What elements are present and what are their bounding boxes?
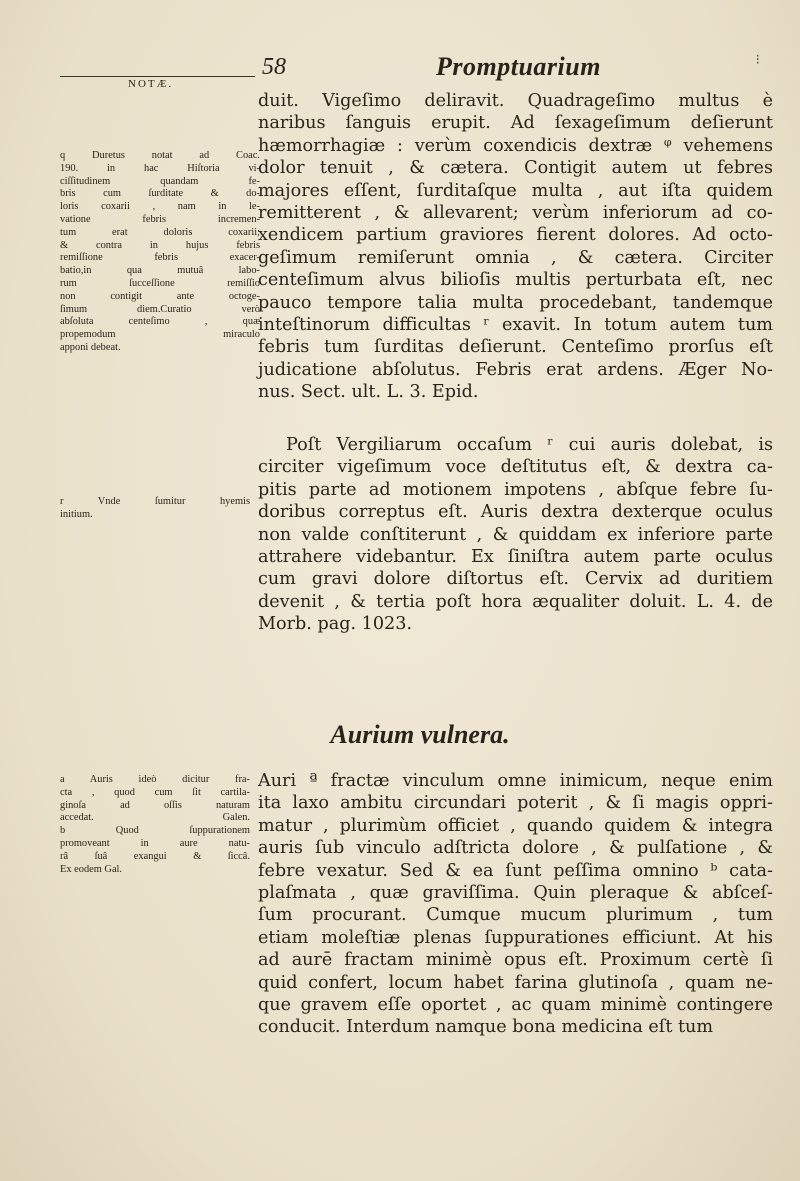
- main-text-section-2: [258, 434, 773, 636]
- note-line: vatione febris incremen-: [60, 213, 260, 225]
- marginal-note-r: [60, 496, 250, 522]
- text-line: febris tum ſurditas deſierunt. Centeſimo prorſus eſt: [258, 337, 773, 358]
- note-line: loris coxarii , nam in le-: [60, 201, 260, 213]
- text-line: doribus correptus eſt. Auris dextra dexterque oculus: [258, 502, 773, 523]
- note-line: b Quod ſuppurationem: [60, 825, 250, 837]
- text-line: devenit , & tertia poſt hora æqualiter doluit. L. 4. de: [258, 591, 773, 612]
- text-line: Poſt Vergiliarum occaſum ʳ cui auris dolebat, is: [286, 435, 773, 455]
- text-line: febre vexatur. Sed & ea ſunt peſſima omnino ᵇ cata-: [258, 860, 773, 881]
- note-line: q Duretus notat ad Coac.: [60, 150, 260, 161]
- note-line: remiſſione febris exacer-: [60, 252, 260, 264]
- text-line: attrahere videbantur. Ex ſiniſtra autem parte oculus: [258, 546, 773, 567]
- note-line: râ ſuâ exangui & ſiccâ.: [60, 850, 250, 862]
- text-line: judicatione abſolutus. Febris erat ardens. Æger No-: [258, 359, 773, 380]
- note-line: apponi debeat.: [60, 341, 121, 353]
- marginal-note-q: [60, 150, 260, 355]
- text-line: duit. Vigeſimo deliravit. Quadrageſimo multus è: [258, 91, 773, 111]
- text-line: ſum procurant. Cumque mucum plurimum , tum: [258, 905, 773, 926]
- text-line: matur , plurimùm officiet , quando quidem & integra: [258, 815, 773, 836]
- note-line: r Vnde ſumitur hyemis: [60, 496, 250, 507]
- text-line: hæmorrhagiæ : verùm coxendicis dextræ ᵠ vehemens: [258, 135, 773, 156]
- text-line: pitis parte ad motionem impotens , abſque febre ſu-: [258, 479, 773, 500]
- main-text-section-3: [258, 770, 773, 1039]
- note-line: abſoluta centeſimo , quæ: [60, 316, 260, 328]
- note-line: ginoſa ad oſſis naturam: [60, 799, 250, 811]
- text-line: ad aurē fractam minimè opus eſt. Proximum certè ſi: [258, 950, 773, 971]
- note-line: initium.: [60, 508, 93, 520]
- text-line: pauco tempore talia multa procedebant, tandemque: [258, 292, 773, 313]
- note-line: rum ſucceſſione remiſſio: [60, 277, 260, 289]
- text-line: quid confert, locum habet farina glutinoſa , quam ne-: [258, 972, 773, 993]
- section-title: Aurium vulnera.: [330, 720, 510, 749]
- corner-mark: ⁝: [755, 52, 760, 68]
- note-line: Ex eodem Gal.: [60, 863, 123, 875]
- text-line: non valde conſtiterunt , & quiddam ex inferiore parte: [258, 524, 773, 545]
- text-line: Morb. pag. 1023.: [258, 614, 413, 635]
- page-header: [0, 52, 800, 92]
- main-text-section-1: [258, 90, 773, 403]
- text-line: naribus ſanguis erupit. Ad ſexageſimum deſierunt: [258, 113, 773, 134]
- note-line: & contra in hujus febris: [60, 239, 260, 251]
- text-line: ita laxo ambitu circundari poterit , & ſi magis oppri-: [258, 793, 773, 814]
- marginal-note-ab: [60, 774, 250, 876]
- note-line: batio,in qua mutuâ labo-: [60, 265, 260, 277]
- note-line: ſimum diem.Curatio verò: [60, 303, 260, 315]
- text-line: nus. Sect. ult. L. 3. Epid.: [258, 382, 479, 403]
- note-line: propemodum miraculo: [60, 329, 260, 341]
- note-line: promoveant in aure natu-: [60, 837, 250, 849]
- text-line: plaſmata , quæ graviſſima. Quin pleraque & abſceſ-: [258, 882, 773, 903]
- text-line: conducit. Interdum namque bona medicina eſt tum: [258, 1017, 714, 1038]
- text-line: cum gravi dolore diſtortus eſt. Cervix ad duritiem: [258, 569, 773, 590]
- note-line: ciſſitudinem quandam fe-: [60, 175, 260, 187]
- text-line: majores eſſent, ſurditaſque multa , aut iſta quidem: [258, 180, 773, 201]
- text-line: auris ſub vinculo adſtricta dolore , & pulſatione , &: [258, 838, 773, 859]
- text-line: Auri ª fractæ vinculum omne inimicum, neque enim: [258, 771, 773, 791]
- text-line: xendicem partium graviores fierent dolores. Ad octo-: [258, 225, 773, 246]
- text-line: inteſtinorum difficultas ʳ exavit. In totum autem tum: [258, 314, 773, 335]
- note-line: bris cum ſurditate & do-: [60, 188, 260, 200]
- text-line: dolor tenuit , & cætera. Contigit autem ut febres: [258, 158, 773, 179]
- notes-heading: NOTÆ.: [128, 78, 174, 90]
- note-line: a Auris ideò dicitur fra-: [60, 774, 250, 785]
- text-line: etiam moleſtiæ plenas ſuppurationes efficiunt. At his: [258, 927, 773, 948]
- note-line: 190. in hac Hiſtoria vi-: [60, 162, 260, 174]
- note-line: tum erat doloris coxarii;: [60, 226, 260, 238]
- notes-rule: [60, 76, 255, 77]
- note-line: cta , quod cum ſit cartila-: [60, 786, 250, 798]
- text-line: remitterent , & allevarent; verùm inferiorum ad co-: [258, 202, 773, 223]
- text-line: geſimum remiſerunt omnia , & cætera. Circiter: [258, 247, 773, 268]
- note-line: accedat. Galen.: [60, 812, 250, 824]
- text-line: que gravem eſſe oportet , ac quam minimè contingere: [258, 994, 773, 1015]
- text-line: circiter vigeſimum voce deſtitutus eſt, & dextra ca-: [258, 457, 773, 478]
- running-head: Promptuarium: [436, 52, 601, 81]
- note-line: non contigit ante octoge-: [60, 290, 260, 302]
- page-number: 58: [262, 54, 286, 80]
- text-line: centeſimum alvus bilioſis multis perturbata eſt, nec: [258, 270, 773, 291]
